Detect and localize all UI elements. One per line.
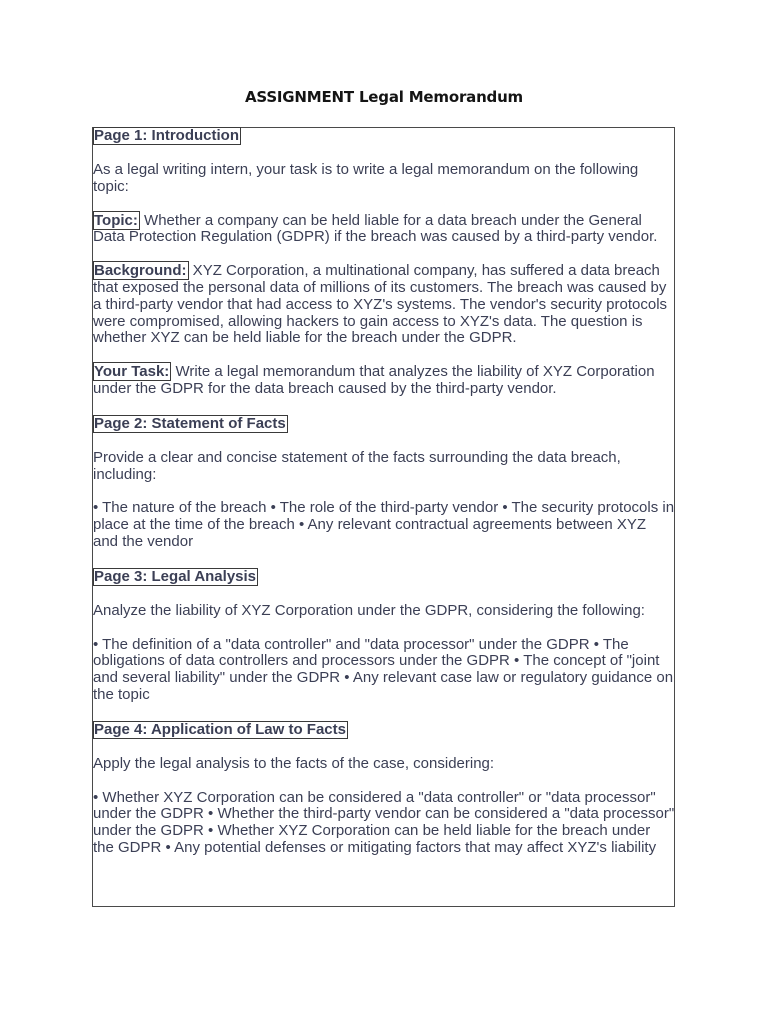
- task-label: Your Task:: [94, 363, 170, 381]
- section-page4: [93, 721, 675, 739]
- heading-page4-application: Page 4: Application of Law to Facts: [94, 720, 346, 738]
- background-label: Background:: [94, 262, 187, 280]
- page1-intro-paragraph: As a legal writing intern, your task is to write a legal memorandum on the following topic:: [93, 161, 639, 195]
- page3-bullets: • The definition of a "data controller" and "data processor" under the GDPR • The obligations of data controllers and processors under the GDPR • The concept of "joint and several liability" under the GDPR • Any relevant case law or regulatory guidance on the topic: [93, 635, 674, 703]
- section-page1: [93, 127, 675, 145]
- topic-paragraph: [93, 213, 675, 247]
- page3-intro-paragraph: Analyze the liability of XYZ Corporation under the GDPR, considering the following:: [93, 601, 645, 619]
- heading-page2-statement-of-facts: Page 2: Statement of Facts: [94, 414, 286, 432]
- heading-page3-legal-analysis: Page 3: Legal Analysis: [94, 567, 257, 585]
- page2-bullets: • The nature of the breach • The role of the third-party vendor • The security protocols in place at the time of the breach • Any relevant contractual agreements between XYZ and the vendor: [93, 499, 675, 550]
- document-title: ASSIGNMENT Legal Memorandum: [244, 88, 523, 106]
- page4-intro-paragraph: Apply the legal analysis to the facts of the case, considering:: [93, 754, 495, 772]
- section-page3: [93, 568, 675, 586]
- task-text: Write a legal memorandum that analyzes the liability of XYZ Corporation under the GDPR for the data breach caused by the third-party vendor.: [93, 363, 655, 397]
- background-text: XYZ Corporation, a multinational company, has suffered a data breach that exposed the personal data of millions of its customers. The breach was caused by a third-party vendor that had access to XYZ's systems. The vendor's security protocols were compromised, allowing hackers to gain access to XYZ's data. The question is whether XYZ can be held liable for the breach under the GDPR.: [93, 262, 668, 347]
- task-paragraph: [93, 364, 675, 398]
- memo-content: [93, 127, 675, 857]
- section-page2: [93, 415, 675, 433]
- topic-text: Whether a company can be held liable for a data breach under the General Data Protection Regulation (GDPR) if the breach was caused by a third-party vendor.: [93, 211, 658, 246]
- page2-intro-paragraph: Provide a clear and concise statement of the facts surrounding the data breach, including:: [93, 448, 621, 483]
- topic-label: Topic:: [94, 211, 138, 229]
- page4-bullets: • Whether XYZ Corporation can be considered a "data controller" or "data processor" under the GDPR • Whether the third-party vendor can be considered a "data processor" under the GDPR • Whether XYZ Corporation can be held liable for the breach under the GDPR • Any potential defenses or mitigating factors that may affect XYZ's liability: [93, 788, 675, 856]
- background-paragraph: [93, 263, 675, 347]
- heading-page1-introduction: Page 1: Introduction: [94, 127, 240, 144]
